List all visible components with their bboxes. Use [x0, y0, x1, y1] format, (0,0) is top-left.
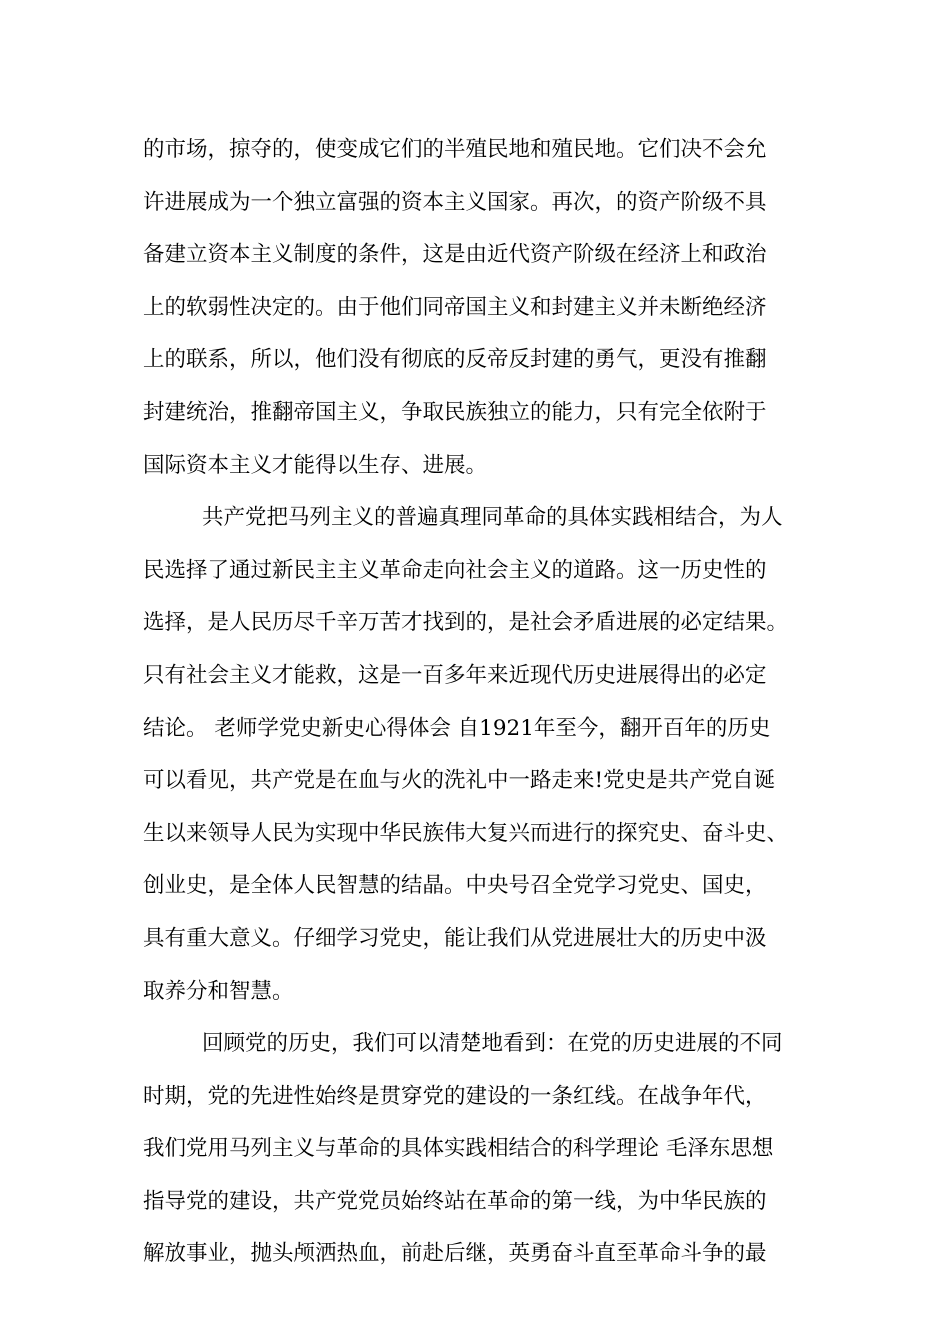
text-line: 我们党用马列主义与革命的具体实践相结合的科学理论 毛泽东思想	[143, 1136, 774, 1162]
text-line: 上的软弱性决定的。由于他们同帝国主义和封建主义并未断绝经济	[143, 294, 767, 320]
text-line: 封建统治，推翻帝国主义，争取民族独立的能力，只有完全依附于	[143, 399, 767, 425]
text-line: 解放事业，抛头颅洒热血，前赴后继，英勇奋斗直至革命斗争的最	[143, 1241, 767, 1267]
text-line: 共产党把马列主义的普遍真理同革命的具体实践相结合，为人	[202, 505, 783, 531]
text-line: 备建立资本主义制度的条件，这是由近代资产阶级在经济上和政治	[143, 242, 767, 268]
text-line: 许进展成为一个独立富强的资本主义国家。再次，的资产阶级不具	[143, 189, 767, 215]
text-line: 结论。 老师学党史新史心得体会 自1921年至今，翻开百年的历史	[143, 715, 771, 741]
text-line: 创业史，是全体人民智慧的结晶。中央号召全党学习党史、国史，	[143, 873, 767, 899]
text-line: 可以看见，共产党是在血与火的洗礼中一路走来!党史是共产党自诞	[143, 768, 776, 794]
text-line: 选择，是人民历尽千辛万苦才找到的，是社会矛盾进展的必定结果。	[143, 610, 789, 636]
text-line: 只有社会主义才能救，这是一百多年来近现代历史进展得出的必定	[143, 662, 767, 688]
text-line: 民选择了通过新民主主义革命走向社会主义的道路。这一历史性的	[143, 557, 767, 583]
text-line: 回顾党的历史，我们可以清楚地看到：在党的历史进展的不同	[202, 1031, 783, 1057]
text-line: 生以来领导人民为实现中华民族伟大复兴而进行的探究史、奋斗史、	[143, 820, 789, 846]
document-body	[143, 124, 833, 1281]
text-line: 取养分和智慧。	[143, 978, 294, 1004]
text-line: 国际资本主义才能得以生存、进展。	[143, 452, 488, 478]
text-line: 具有重大意义。仔细学习党史，能让我们从党进展壮大的历史中汲	[143, 925, 767, 951]
text-line: 时期，党的先进性始终是贯穿党的建设的一条红线。在战争年代，	[143, 1083, 767, 1109]
text-line: 指导党的建设，共产党党员始终站在革命的第一线，为中华民族的	[143, 1188, 767, 1214]
text-line: 上的联系，所以，他们没有彻底的反帝反封建的勇气，更没有推翻	[143, 347, 767, 373]
text-line: 的市场，掠夺的，使变成它们的半殖民地和殖民地。它们决不会允	[143, 137, 767, 162]
